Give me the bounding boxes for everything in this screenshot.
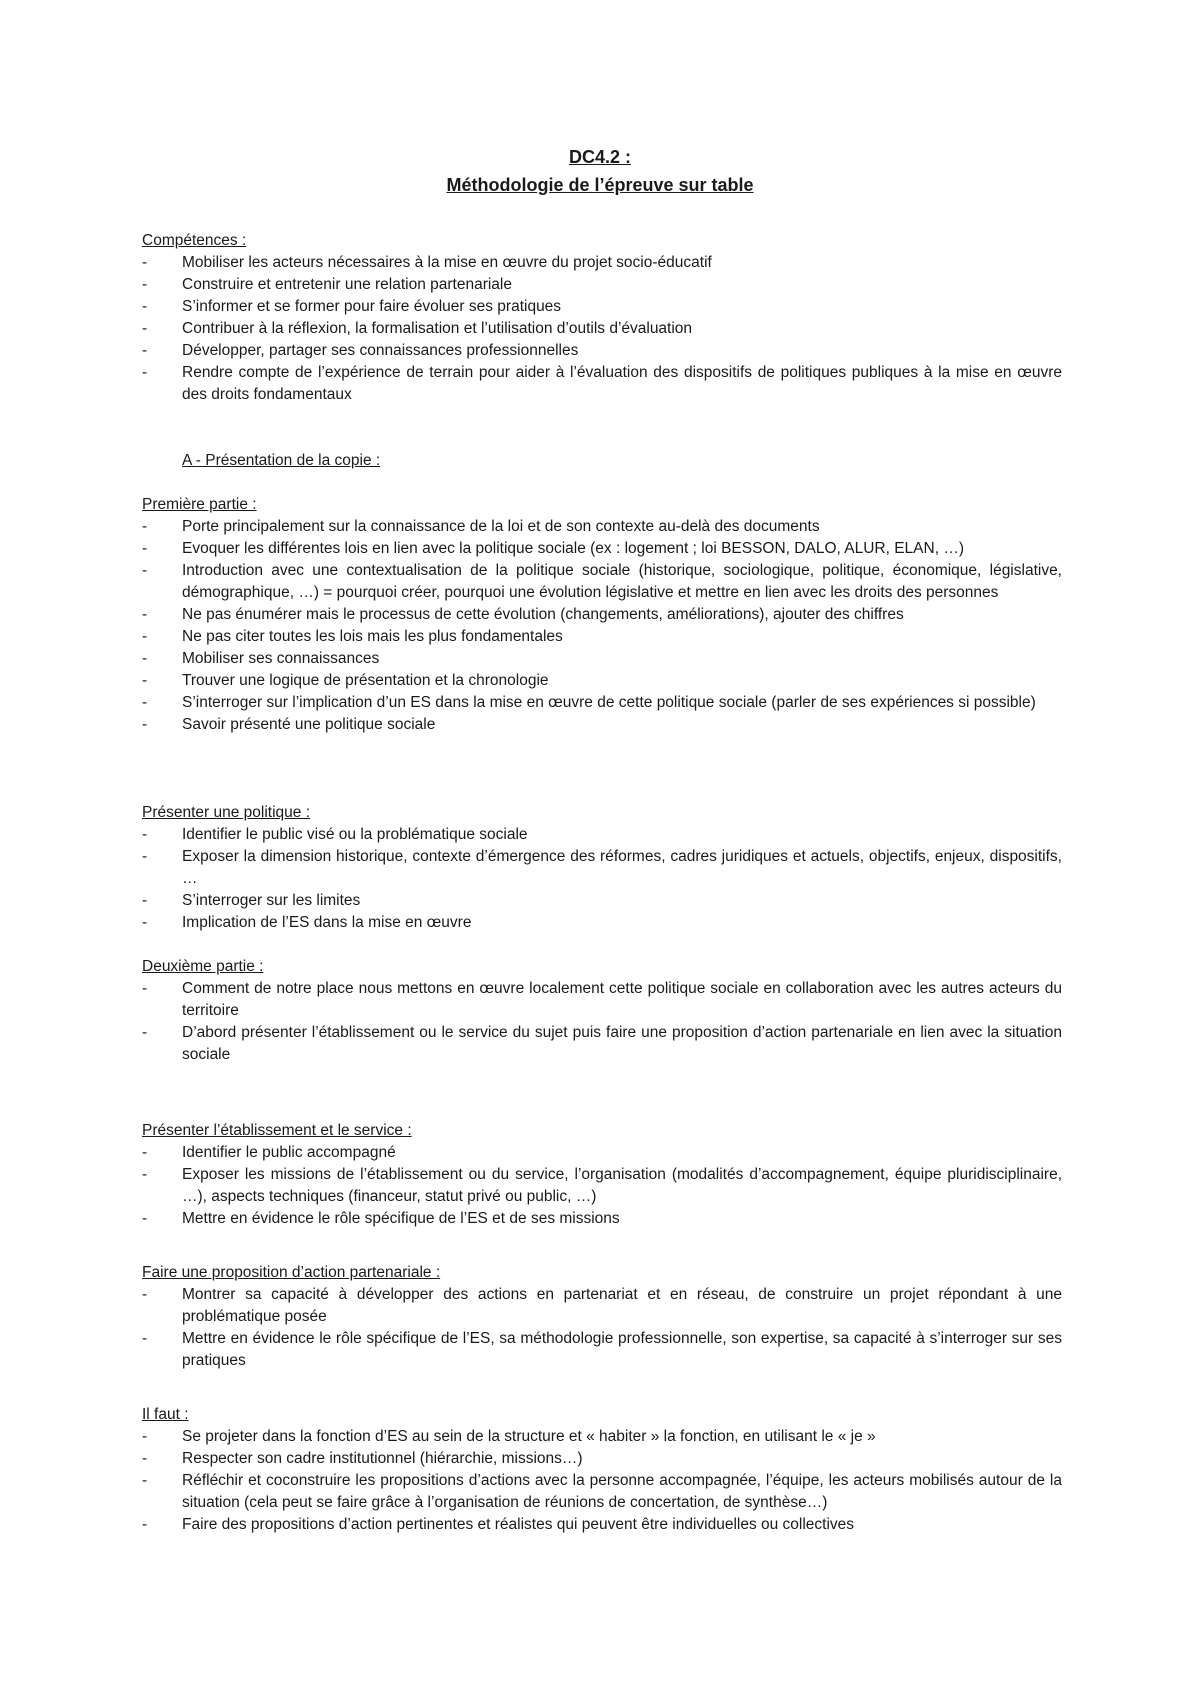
list-item: - Implication de l’ES dans la mise en œuvre [142,912,1062,934]
list-item: - Savoir présenté une politique sociale [142,714,1062,736]
list-item: - Introduction avec une contextualisation de la politique sociale (historique, sociologique, politique, économique, législative, démographique, …) = pourquoi créer, pourquoi une évolution législative et mettre en lien avec les droits des personnes [142,560,1062,604]
list-item: - S’interroger sur l’implication d’un ES dans la mise en œuvre de cette politique sociale (parler de ses expériences si possible) [142,692,1062,714]
list-item: - Identifier le public accompagné [142,1142,1062,1164]
section-a-title: A - Présentation de la copie : [182,452,381,469]
list-item: - Identifier le public visé ou la problématique sociale [142,824,1062,846]
list-item: - Construire et entretenir une relation partenariale [142,274,1062,296]
premiere-partie-heading: Première partie : [142,496,257,513]
list-item: - Ne pas énumérer mais le processus de cette évolution (changements, améliorations), ajouter des chiffres [142,604,1062,626]
deuxieme-partie-list [142,978,1062,1066]
list-item: - Mettre en évidence le rôle spécifique de l’ES et de ses missions [142,1208,1062,1230]
presenter-politique-list [142,824,1062,934]
list-item: - Se projeter dans la fonction d’ES au sein de la structure et « habiter » la fonction, en utilisant le « je » [142,1426,1062,1448]
list-item: - Comment de notre place nous mettons en œuvre localement cette politique sociale en collaboration avec les autres acteurs du territoire [142,978,1062,1022]
list-item: - Réfléchir et coconstruire les propositions d’actions avec la personne accompagnée, l’équipe, les acteurs mobilisés autour de la situation (cela peut se faire grâce à l’organisation de réunions de concertation, de synthèse…) [142,1470,1062,1514]
proposition-action-section [142,1262,1062,1372]
list-item: - Montrer sa capacité à développer des actions en partenariat et en réseau, de construire un projet répondant à une problématique posée [142,1284,1062,1328]
presenter-politique-heading: Présenter une politique : [142,804,311,821]
list-item: - Exposer les missions de l’établissement ou du service, l’organisation (modalités d’accompagnement, équipe pluridisciplinaire, …), aspects techniques (financeur, statut privé ou public, …) [142,1164,1062,1208]
presenter-etablissement-heading: Présenter l’établissement et le service : [142,1122,412,1139]
list-item: - Trouver une logique de présentation et la chronologie [142,670,1062,692]
deuxieme-partie-heading: Deuxième partie : [142,958,264,975]
list-item: - Rendre compte de l’expérience de terrain pour aider à l’évaluation des dispositifs de politiques publiques à la mise en œuvre des droits fondamentaux [142,362,1062,406]
list-item: - Mobiliser ses connaissances [142,648,1062,670]
list-item: - Mobiliser les acteurs nécessaires à la mise en œuvre du projet socio-éducatif [142,252,1062,274]
premiere-partie-section [142,494,1062,736]
proposition-action-list [142,1284,1062,1372]
deuxieme-partie-section [142,956,1062,1066]
list-item: - Contribuer à la réflexion, la formalisation et l’utilisation d’outils d’évaluation [142,318,1062,340]
competences-heading: Compétences : [142,232,247,249]
presenter-etablissement-list [142,1142,1062,1230]
il-faut-heading: Il faut : [142,1406,189,1423]
list-item: - S’informer et se former pour faire évoluer ses pratiques [142,296,1062,318]
list-item: - Faire des propositions d’action pertinentes et réalistes qui peuvent être individuelles ou collectives [142,1514,1062,1536]
document-main-title: Méthodologie de l’épreuve sur table [446,175,754,195]
il-faut-list [142,1426,1062,1536]
competences-section [142,230,1062,406]
presenter-politique-section [142,802,1062,934]
list-item: - Respecter son cadre institutionnel (hiérarchie, missions…) [142,1448,1062,1470]
list-item: - D’abord présenter l’établissement ou le service du sujet puis faire une proposition d’action partenariale en lien avec la situation sociale [142,1022,1062,1066]
premiere-partie-list [142,516,1062,736]
list-item: - Mettre en évidence le rôle spécifique de l’ES, sa méthodologie professionnelle, son expertise, sa capacité à s’interroger sur ses pratiques [142,1328,1062,1372]
document-code-title: DC4.2 : [568,147,631,167]
proposition-action-heading: Faire une proposition d’action partenariale : [142,1264,441,1281]
presenter-etablissement-section [142,1120,1062,1230]
competences-list [142,252,1062,406]
list-item: - S’interroger sur les limites [142,890,1062,912]
list-item: - Exposer la dimension historique, contexte d’émergence des réformes, cadres juridiques et actuels, objectifs, enjeux, dispositifs, … [142,846,1062,890]
list-item: - Porte principalement sur la connaissance de la loi et de son contexte au-delà des documents [142,516,1062,538]
il-faut-section [142,1404,1062,1536]
list-item: - Développer, partager ses connaissances professionnelles [142,340,1062,362]
list-item: - Ne pas citer toutes les lois mais les plus fondamentales [142,626,1062,648]
list-item: - Evoquer les différentes lois en lien avec la politique sociale (ex : logement ; loi BESSON, DALO, ALUR, ELAN, …) [142,538,1062,560]
